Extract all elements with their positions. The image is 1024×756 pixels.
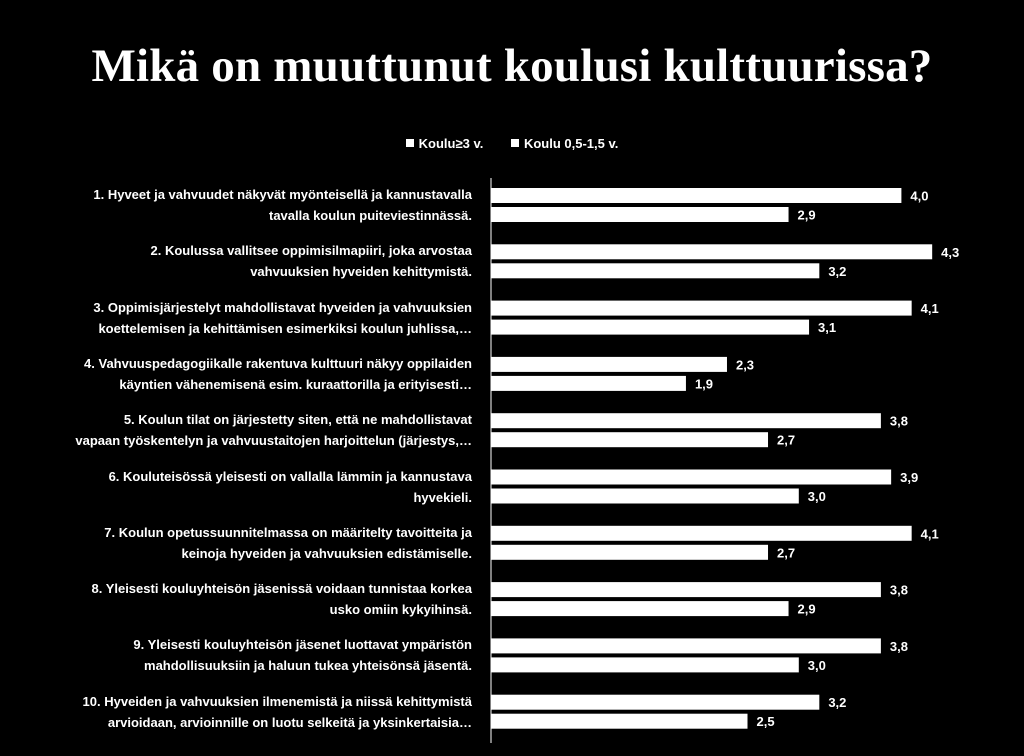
bar-series-1-cat-1 <box>491 188 901 203</box>
category-label-line: 3. Oppimisjärjestelyt mahdollistavat hyveiden ja vahvuuksien <box>93 299 472 315</box>
bar-series-1-cat-9 <box>491 638 881 653</box>
category-label-line: hyvekieli. <box>413 489 472 505</box>
value-label-series-1-cat-7: 4,1 <box>920 526 939 542</box>
category-label-line: usko omiin kykyihinsä. <box>329 602 472 618</box>
bar-series-2-cat-1 <box>491 207 789 222</box>
category-label-line: arvioidaan, arvioinnille on luotu selkeitä ja yksinkertaisia… <box>107 714 472 730</box>
value-label-series-2-cat-1: 2,9 <box>797 207 816 223</box>
value-label-series-1-cat-1: 4,0 <box>910 188 929 204</box>
legend-label-series-1: Koulu≥3 v. <box>418 136 484 151</box>
bar-series-1-cat-6 <box>491 470 891 485</box>
value-label-series-1-cat-2: 4,3 <box>941 244 960 260</box>
bar-series-1-cat-3 <box>491 301 912 316</box>
bar-series-2-cat-4 <box>491 376 686 391</box>
legend-label-series-2: Koulu 0,5-1,5 v. <box>523 136 619 151</box>
category-label-line: 1. Hyveet ja vahvuudet näkyvät myönteisellä ja kannustavalla <box>93 187 472 202</box>
bar-series-1-cat-8 <box>491 582 881 597</box>
value-label-series-1-cat-10: 3,2 <box>828 695 847 711</box>
category-label-line: tavalla koulun puiteviestinnässä. <box>268 208 472 223</box>
category-label-line: käyntien vähenemisenä esim. kuraattorilla ja erityisesti… <box>119 376 472 392</box>
bar-series-2-cat-9 <box>491 657 799 672</box>
chart-title: Mikä on muuttunut koulusi kulttuurissa? <box>91 40 933 92</box>
bar-series-2-cat-5 <box>491 432 768 447</box>
category-label-line: 6. Kouluteisössä yleisesti on vallalla lämmin ja kannustava <box>108 468 472 484</box>
value-label-series-1-cat-5: 3,8 <box>889 413 908 429</box>
category-label-line: 4. Vahvuuspedagogiikalle rakentuva kulttuuri näkyy oppilaiden <box>84 355 472 371</box>
value-label-series-2-cat-7: 2,7 <box>777 545 796 561</box>
category-label-line: 2. Koulussa vallitsee oppimisilmapiiri, joka arvostaa <box>150 243 472 259</box>
category-label-line: 8. Yleisesti kouluyhteisön jäsenissä voidaan tunnistaa korkea <box>91 581 472 597</box>
category-label-line: 9. Yleisesti kouluyhteisön jäsenet luottavat ympäristön <box>133 637 472 653</box>
bar-series-1-cat-7 <box>491 526 912 541</box>
category-label-line: koettelemisen ja kehittämisen esimerkiksi koulun juhlissa,… <box>98 320 472 336</box>
category-label-line: keinoja hyveiden ja vahvuuksien edistämiselle. <box>181 545 472 561</box>
value-label-series-1-cat-3: 4,1 <box>920 301 939 317</box>
bar-series-1-cat-4 <box>491 357 727 372</box>
value-label-series-2-cat-10: 2,5 <box>756 714 775 730</box>
bar-series-2-cat-2 <box>491 263 819 278</box>
bar-series-2-cat-10 <box>491 714 748 729</box>
bar-series-1-cat-5 <box>491 413 881 428</box>
bar-series-2-cat-6 <box>491 489 799 504</box>
category-label-line: vahvuuksien hyveiden kehittymistä. <box>250 264 472 280</box>
value-label-series-2-cat-6: 3,0 <box>807 489 826 504</box>
bar-series-1-cat-2 <box>491 244 932 259</box>
bar-series-2-cat-8 <box>491 601 789 616</box>
category-label-line: 5. Koulun tilat on järjestetty siten, että ne mahdollistavat <box>123 412 472 428</box>
value-label-series-1-cat-8: 3,8 <box>889 582 908 598</box>
value-label-series-2-cat-5: 2,7 <box>777 432 796 448</box>
bar-series-1-cat-10 <box>491 695 819 710</box>
value-label-series-2-cat-2: 3,2 <box>828 263 847 279</box>
value-label-series-2-cat-3: 3,1 <box>818 320 837 336</box>
bar-series-2-cat-7 <box>491 545 768 560</box>
value-label-series-2-cat-8: 2,9 <box>797 601 816 617</box>
value-label-series-1-cat-4: 2,3 <box>735 357 755 373</box>
bar-series-2-cat-3 <box>491 320 809 335</box>
value-label-series-1-cat-6: 3,9 <box>900 470 919 485</box>
value-label-series-2-cat-9: 3,0 <box>807 657 826 673</box>
value-label-series-2-cat-4: 1,9 <box>694 376 714 392</box>
category-label-line: mahdollisuuksiin ja haluun tukea yhteisönsä jäsentä. <box>144 658 472 674</box>
category-label-line: 10. Hyveiden ja vahvuuksien ilmenemistä ja niissä kehittymistä <box>82 693 472 709</box>
category-label-line: vapaan työskentelyn ja vahvuustaitojen harjoittelun (järjestys,… <box>75 433 472 449</box>
value-label-series-1-cat-9: 3,8 <box>889 638 908 654</box>
category-label-line: 7. Koulun opetussuunnitelmassa on määritelty tavoitteita ja <box>104 524 472 540</box>
